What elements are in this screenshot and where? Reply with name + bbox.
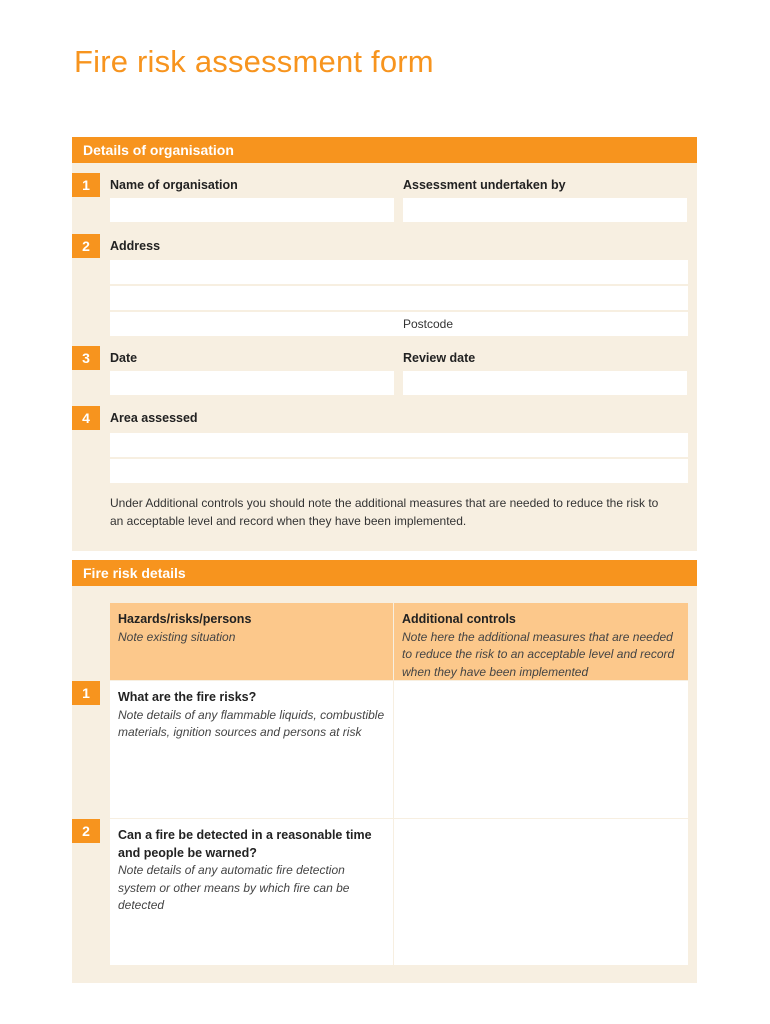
- assessment-undertaken-by-label: Assessment undertaken by: [403, 178, 566, 192]
- risk-row-1-question: [110, 681, 393, 818]
- hazards-column-subtitle: Note existing situation: [118, 629, 236, 644]
- area-assessed-label: Area assessed: [110, 411, 198, 425]
- name-of-organisation-label: Name of organisation: [110, 178, 238, 192]
- risk-row-1-title: What are the fire risks?: [118, 690, 257, 704]
- date-field[interactable]: [110, 371, 394, 395]
- section-header-organisation: Details of organisation: [72, 137, 697, 163]
- hazards-column-title: Hazards/risks/persons: [118, 612, 252, 626]
- additional-controls-note: Under Additional controls you should note the additional measures that are needed to reduce the risk to an acceptable level and record when they have been implemented.: [110, 496, 659, 528]
- address-line-1-field[interactable]: [110, 260, 688, 284]
- assessment-undertaken-by-field[interactable]: [403, 198, 687, 222]
- additional-controls-column-title: Additional controls: [402, 612, 516, 626]
- item-number-3: 3: [72, 346, 100, 370]
- additional-controls-column-subtitle: Note here the additional measures that are needed to reduce the risk to an acceptable level and record when they have been implemented: [402, 629, 675, 679]
- section-header-fire-risk: Fire risk details: [72, 560, 697, 586]
- address-line-2-field[interactable]: [110, 286, 688, 310]
- risk-row-2-controls-field[interactable]: [394, 819, 688, 965]
- risk-row-1-controls-field[interactable]: [394, 681, 688, 818]
- area-assessed-line-2-field[interactable]: [110, 459, 688, 483]
- risk-row-number-2: 2: [72, 819, 100, 843]
- review-date-field[interactable]: [403, 371, 687, 395]
- risk-row-1-subtitle: Note details of any flammable liquids, combustible materials, ignition sources and persons at risk: [118, 707, 385, 739]
- name-of-organisation-field[interactable]: [110, 198, 394, 222]
- risk-row-2-question: [110, 819, 393, 965]
- risk-row-number-1: 1: [72, 681, 100, 705]
- date-label: Date: [110, 351, 138, 365]
- risk-row-2-subtitle: Note details of any automatic fire detection system or other means by which fire can be detected: [118, 863, 350, 912]
- address-label: Address: [110, 239, 161, 253]
- risk-row-2-title: Can a fire be detected in a reasonable time and people be warned?: [118, 828, 372, 860]
- item-number-2: 2: [72, 234, 100, 258]
- review-date-label: Review date: [403, 351, 476, 365]
- area-assessed-line-1-field[interactable]: [110, 433, 688, 457]
- additional-controls-column-header: [394, 603, 688, 680]
- postcode-label: Postcode: [403, 317, 454, 331]
- hazards-column-header: [110, 603, 393, 680]
- item-number-1: 1: [72, 173, 100, 197]
- item-number-4: 4: [72, 406, 100, 430]
- page-title: Fire risk assessment form: [74, 44, 434, 79]
- fire-risk-section: [72, 560, 697, 983]
- organisation-section: [72, 137, 697, 551]
- address-line-3-field[interactable]: [110, 312, 688, 336]
